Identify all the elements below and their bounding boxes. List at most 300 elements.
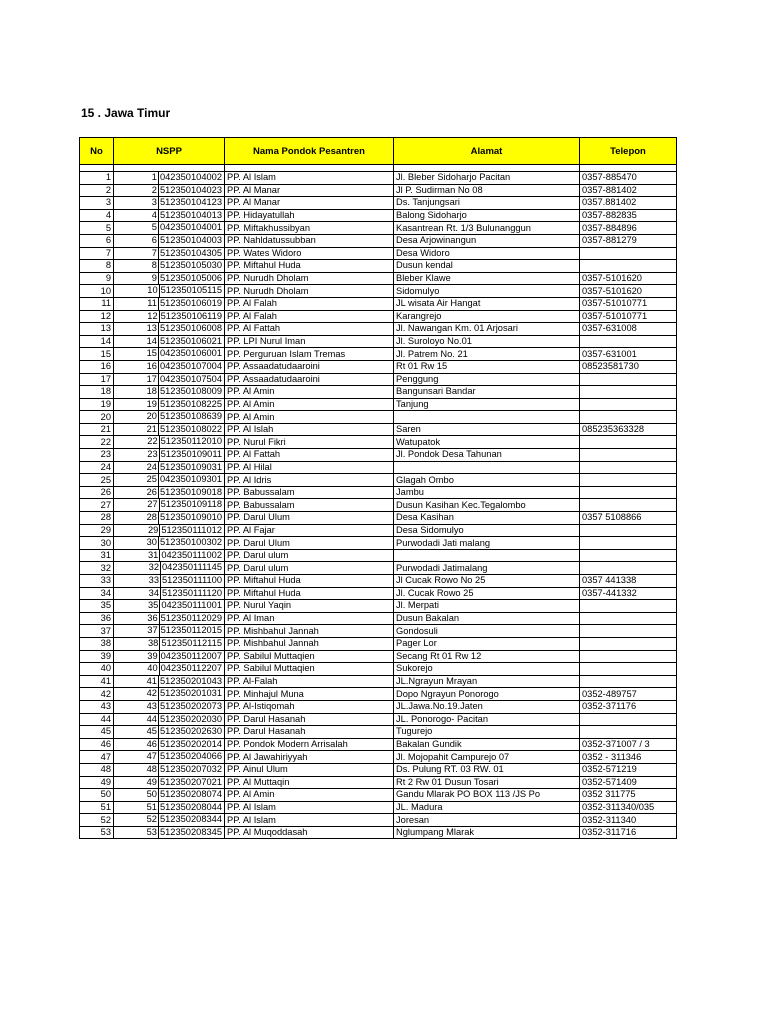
cell-alamat: Jl P. Sudirman No 08	[394, 184, 580, 197]
cell-nspp	[114, 600, 225, 613]
cell-no-inner: 8	[116, 260, 159, 272]
cell-nspp-value: 042350111145	[162, 562, 222, 573]
cell-nama: PP. Al Iman	[225, 612, 394, 625]
cell-nspp	[114, 348, 225, 361]
cell-alamat: JL. Madura	[394, 801, 580, 814]
cell-telepon	[580, 449, 677, 462]
table-row	[80, 285, 677, 298]
cell-no: 30	[80, 537, 114, 550]
cell-alamat: Jl. Bleber Sidoharjo Pacitan	[394, 172, 580, 185]
cell-no-inner: 41	[116, 676, 159, 688]
cell-nspp	[114, 499, 225, 512]
cell-alamat: Watupatok	[394, 436, 580, 449]
cell-telepon	[580, 549, 677, 562]
cell-nspp-value: 042350109301	[159, 474, 222, 485]
cell-nspp	[114, 637, 225, 650]
cell-no: 25	[80, 474, 114, 487]
page-title: 15 . Jawa Timur	[81, 106, 171, 120]
cell-nspp	[114, 247, 225, 260]
table-row	[80, 373, 677, 386]
table-row	[80, 184, 677, 197]
cell-nama: PP. Nurul Yaqin	[225, 600, 394, 613]
cell-nama: PP. Miftahul Huda	[225, 260, 394, 273]
cell-telepon	[580, 713, 677, 726]
cell-nspp	[114, 663, 225, 676]
table-row	[80, 776, 677, 789]
cell-alamat: Sukorejo	[394, 663, 580, 676]
table-row	[80, 537, 677, 550]
cell-telepon: 0357-884896	[580, 222, 677, 235]
table-row	[80, 474, 677, 487]
cell-nspp-value: 042350111002	[161, 549, 222, 560]
cell-no-inner: 49	[116, 777, 159, 789]
cell-nama: PP. Sabilul Muttaqien	[225, 650, 394, 663]
cell-telepon: 0352-371176	[580, 700, 677, 713]
cell-nspp	[114, 436, 225, 449]
cell-no-inner: 52	[116, 814, 159, 826]
cell-no-inner: 31	[116, 550, 160, 562]
cell-telepon	[580, 537, 677, 550]
cell-nspp	[114, 411, 225, 424]
cell-no-inner: 43	[116, 701, 159, 713]
cell-telepon	[580, 474, 677, 487]
table-row	[80, 411, 677, 424]
cell-no: 15	[80, 348, 114, 361]
cell-nspp-value: 512350201031	[159, 688, 222, 699]
cell-nspp-value: 512350208344	[159, 814, 222, 825]
table-row	[80, 398, 677, 411]
cell-alamat: JL.Jawa.No.19.Jaten	[394, 700, 580, 713]
cell-alamat: Desa Sidomulyo	[394, 524, 580, 537]
cell-nama: PP. Al Islam	[225, 814, 394, 827]
cell-nama: PP. Al Falah	[225, 310, 394, 323]
cell-nspp	[114, 373, 225, 386]
cell-no: 26	[80, 486, 114, 499]
cell-alamat: Jl. Pondok Desa Tahunan	[394, 449, 580, 462]
cell-telepon	[580, 675, 677, 688]
cell-no-inner: 11	[116, 298, 159, 310]
cell-nspp-value: 512350202630	[159, 726, 222, 737]
cell-nama: PP. Assaadatudaaroini	[225, 373, 394, 386]
cell-telepon: 0352-571409	[580, 776, 677, 789]
table-row	[80, 486, 677, 499]
cell-alamat: Gondosuli	[394, 625, 580, 638]
cell-no-inner: 26	[116, 487, 159, 499]
cell-alamat: Jl. Nawangan Km. 01 Arjosari	[394, 323, 580, 336]
cell-alamat: Karangrejo	[394, 310, 580, 323]
cell-alamat: Dusun kendal	[394, 260, 580, 273]
cell-nspp-value: 042350107504	[159, 373, 222, 384]
cell-no: 2	[80, 184, 114, 197]
cell-no: 27	[80, 499, 114, 512]
cell-alamat: Joresan	[394, 814, 580, 827]
table-spacer-row	[80, 165, 677, 172]
cell-alamat: Dusun Kasihan Kec.Tegalombo	[394, 499, 580, 512]
table-row	[80, 637, 677, 650]
cell-nspp	[114, 184, 225, 197]
cell-nama: PP. Al Islam	[225, 172, 394, 185]
cell-no: 34	[80, 587, 114, 600]
cell-nspp-value: 042350111001	[161, 600, 222, 611]
cell-nama: PP. Darul ulum	[225, 549, 394, 562]
cell-nama: PP. LPI Nurul Iman	[225, 335, 394, 348]
cell-nspp-value: 512350108639	[159, 411, 222, 422]
cell-no: 38	[80, 637, 114, 650]
header-alamat: Alamat	[394, 138, 580, 165]
table-row	[80, 197, 677, 210]
cell-nspp-value: 512350207032	[159, 763, 222, 774]
table-row	[80, 826, 677, 839]
cell-nama: PP. Al Fajar	[225, 524, 394, 537]
cell-nspp-value: 512350106008	[159, 323, 222, 334]
cell-nspp-value: 042350104001	[159, 222, 222, 233]
cell-no: 39	[80, 650, 114, 663]
cell-nspp-value: 512350201043	[159, 675, 222, 686]
cell-no-inner: 38	[116, 638, 160, 650]
cell-no: 13	[80, 323, 114, 336]
table-header-row	[80, 138, 677, 165]
cell-telepon	[580, 461, 677, 474]
cell-telepon: 0357-885470	[580, 172, 677, 185]
cell-nama: PP. Al Amin	[225, 789, 394, 802]
cell-nspp	[114, 726, 225, 739]
table-row	[80, 222, 677, 235]
cell-nspp	[114, 222, 225, 235]
cell-no: 5	[80, 222, 114, 235]
cell-no: 24	[80, 461, 114, 474]
cell-nama: PP. Darul Ulum	[225, 512, 394, 525]
cell-nspp-value: 512350109118	[160, 499, 222, 510]
cell-telepon	[580, 373, 677, 386]
cell-no-inner: 40	[116, 663, 160, 675]
cell-no-inner: 28	[116, 512, 159, 524]
cell-no-inner: 48	[116, 764, 159, 776]
cell-nspp-value: 512350104003	[159, 234, 222, 245]
cell-no: 12	[80, 310, 114, 323]
cell-nama: PP. Darul Hasanah	[225, 713, 394, 726]
table-row	[80, 335, 677, 348]
cell-nspp	[114, 612, 225, 625]
cell-nama: PP. Wates Widoro	[225, 247, 394, 260]
cell-nama: PP. Darul ulum	[225, 562, 394, 575]
table-row	[80, 360, 677, 373]
cell-no-inner: 53	[116, 827, 159, 839]
cell-nama: PP. Minhajul Muna	[225, 688, 394, 701]
table-row	[80, 386, 677, 399]
cell-nspp-value: 512350111012	[161, 524, 222, 535]
table-row	[80, 663, 677, 676]
cell-alamat: Dusun Bakalan	[394, 612, 580, 625]
cell-no: 47	[80, 751, 114, 764]
cell-nama: PP. Al Fattah	[225, 323, 394, 336]
table-row	[80, 549, 677, 562]
cell-telepon	[580, 637, 677, 650]
cell-no-inner: 1	[116, 172, 159, 184]
cell-nama: PP. Al Falah	[225, 297, 394, 310]
cell-no-inner: 25	[116, 474, 159, 486]
cell-nama: PP. Al Amin	[225, 386, 394, 399]
cell-no-inner: 23	[116, 449, 160, 461]
cell-no-inner: 42	[116, 688, 159, 700]
cell-alamat: Purwodadi Jatimalang	[394, 562, 580, 575]
table-row	[80, 260, 677, 273]
cell-nama: PP. Babussalam	[225, 486, 394, 499]
cell-nama: PP. Sabilul Muttaqien	[225, 663, 394, 676]
cell-nama: PP. Darul Ulum	[225, 537, 394, 550]
cell-nspp	[114, 297, 225, 310]
cell-alamat: Jl. Patrem No. 21	[394, 348, 580, 361]
cell-no-inner: 15	[116, 348, 159, 360]
cell-alamat: Rt 01 Rw 15	[394, 360, 580, 373]
cell-nspp-value: 512350106021	[159, 335, 222, 346]
cell-nspp	[114, 512, 225, 525]
cell-nspp-value: 512350106119	[160, 310, 222, 321]
header-telepon: Telepon	[580, 138, 677, 165]
cell-nspp-value: 512350202030	[159, 713, 222, 724]
cell-no: 16	[80, 360, 114, 373]
cell-no: 6	[80, 234, 114, 247]
cell-nama: PP. Mishbahul Jannah	[225, 637, 394, 650]
cell-nspp-value: 512350109011	[160, 449, 222, 460]
cell-nspp	[114, 285, 225, 298]
cell-no-inner: 4	[116, 210, 159, 222]
cell-nspp-value: 512350208044	[159, 801, 222, 812]
cell-no: 22	[80, 436, 114, 449]
cell-no-inner: 35	[116, 600, 160, 612]
cell-telepon: 08523581730	[580, 360, 677, 373]
cell-nspp-value: 512350112029	[160, 612, 222, 623]
cell-nspp	[114, 209, 225, 222]
cell-no: 7	[80, 247, 114, 260]
cell-nspp	[114, 323, 225, 336]
cell-nspp-value: 512350111100	[162, 575, 222, 585]
cell-nama: PP. Al Manar	[225, 197, 394, 210]
cell-nspp-value: 512350106019	[159, 297, 222, 308]
cell-nspp-value: 512350104305	[159, 247, 222, 258]
cell-telepon	[580, 600, 677, 613]
cell-alamat: Pager Lor	[394, 637, 580, 650]
cell-nspp-value: 042350112207	[160, 663, 222, 674]
cell-no-inner: 29	[116, 525, 160, 537]
cell-nspp	[114, 688, 225, 701]
cell-no-inner: 50	[116, 789, 159, 801]
cell-nama: PP. Al Muqoddasah	[225, 826, 394, 839]
cell-no-inner: 39	[116, 651, 160, 663]
cell-nama: PP. Assaadatudaaroini	[225, 360, 394, 373]
cell-nspp	[114, 486, 225, 499]
cell-telepon: 0352 - 311346	[580, 751, 677, 764]
cell-no-inner: 9	[116, 273, 159, 285]
cell-nspp-value: 512350111120	[162, 587, 222, 598]
cell-nama: PP. Al Idris	[225, 474, 394, 487]
cell-no-inner: 37	[116, 625, 160, 637]
table-row	[80, 751, 677, 764]
cell-nspp	[114, 197, 225, 210]
table-row	[80, 297, 677, 310]
cell-no-inner: 20	[116, 411, 159, 423]
cell-no-inner: 30	[116, 537, 159, 549]
cell-nspp	[114, 776, 225, 789]
cell-alamat: Ds. Tanjungsari	[394, 197, 580, 210]
table-row	[80, 524, 677, 537]
cell-no-inner: 46	[116, 739, 159, 751]
cell-alamat: JL.Ngrayun Mrayan	[394, 675, 580, 688]
cell-telepon: 0352-311340	[580, 814, 677, 827]
cell-no: 50	[80, 789, 114, 802]
cell-no: 21	[80, 423, 114, 436]
cell-alamat: Saren	[394, 423, 580, 436]
cell-no: 31	[80, 549, 114, 562]
table-row	[80, 449, 677, 462]
cell-nspp-value: 512350105006	[159, 272, 222, 283]
cell-telepon: 0357-631001	[580, 348, 677, 361]
cell-no-inner: 3	[116, 197, 159, 209]
cell-nama: PP. Al Fattah	[225, 449, 394, 462]
cell-nama: PP. Pondok Modern Arrisalah	[225, 738, 394, 751]
cell-telepon: 0357-51010771	[580, 297, 677, 310]
cell-nspp	[114, 826, 225, 839]
cell-nspp	[114, 575, 225, 588]
cell-no: 49	[80, 776, 114, 789]
cell-telepon: 0352-571219	[580, 763, 677, 776]
cell-no: 33	[80, 575, 114, 588]
cell-nama: PP. Ainul Ulum	[225, 763, 394, 776]
cell-alamat	[394, 549, 580, 562]
cell-telepon: 0357-881402	[580, 184, 677, 197]
table-row	[80, 726, 677, 739]
cell-no-inner: 5	[116, 222, 159, 234]
cell-telepon: 0357-5101620	[580, 272, 677, 285]
cell-nspp-value: 512350104123	[159, 197, 222, 208]
table-row	[80, 247, 677, 260]
cell-nspp	[114, 650, 225, 663]
cell-nama: PP. Al Jawahiriyyah	[225, 751, 394, 764]
cell-telepon	[580, 386, 677, 399]
cell-nama: PP. Babussalam	[225, 499, 394, 512]
cell-no-inner: 27	[116, 499, 160, 511]
cell-telepon: 0357-882835	[580, 209, 677, 222]
cell-nspp-value: 042350106001	[159, 348, 222, 359]
table-row	[80, 789, 677, 802]
cell-nama: PP. Mishbahul Jannah	[225, 625, 394, 638]
cell-telepon	[580, 398, 677, 411]
cell-nspp-value: 512350108022	[159, 423, 222, 434]
table-row	[80, 738, 677, 751]
table-row	[80, 700, 677, 713]
cell-nama: PP. Al Islam	[225, 801, 394, 814]
cell-nama: PP. Hidayatullah	[225, 209, 394, 222]
table-row	[80, 499, 677, 512]
cell-alamat: Jl Cucak Rowo No 25	[394, 575, 580, 588]
cell-nama: PP. Al Muttaqin	[225, 776, 394, 789]
cell-no-inner: 6	[116, 235, 159, 247]
cell-alamat: Dopo Ngrayun Ponorogo	[394, 688, 580, 701]
cell-telepon	[580, 411, 677, 424]
cell-no: 36	[80, 612, 114, 625]
cell-alamat: Bakalan Gundik	[394, 738, 580, 751]
cell-nspp	[114, 549, 225, 562]
cell-telepon: 0352-489757	[580, 688, 677, 701]
cell-nama: PP. Miftahul Huda	[225, 575, 394, 588]
table-row	[80, 600, 677, 613]
cell-no: 42	[80, 688, 114, 701]
cell-alamat: Kasantrean Rt. 1/3 Bulunanggun	[394, 222, 580, 235]
cell-nspp	[114, 172, 225, 185]
cell-nspp	[114, 738, 225, 751]
cell-nspp-value: 512350104013	[159, 209, 222, 220]
cell-no-inner: 44	[116, 714, 159, 726]
cell-no: 46	[80, 738, 114, 751]
table-row	[80, 423, 677, 436]
cell-nspp	[114, 751, 225, 764]
cell-telepon: 0352-311340/035	[580, 801, 677, 814]
cell-nama: PP. Al Islah	[225, 423, 394, 436]
cell-nspp-value: 512350207021	[159, 776, 222, 787]
cell-alamat: Jambu	[394, 486, 580, 499]
cell-telepon	[580, 486, 677, 499]
table-row	[80, 234, 677, 247]
cell-no-inner: 12	[116, 311, 160, 323]
cell-nspp	[114, 700, 225, 713]
cell-nama: PP. Nurul Fikri	[225, 436, 394, 449]
cell-nspp-value: 512350109018	[159, 486, 222, 497]
cell-telepon	[580, 726, 677, 739]
cell-no: 18	[80, 386, 114, 399]
cell-telepon	[580, 436, 677, 449]
cell-no: 41	[80, 675, 114, 688]
header-no: No	[80, 138, 114, 165]
cell-alamat: Desa Arjowinangun	[394, 234, 580, 247]
cell-no: 52	[80, 814, 114, 827]
cell-alamat: Ds. Pulung RT. 03 RW. 01	[394, 763, 580, 776]
cell-nama: PP. Al-Istiqomah	[225, 700, 394, 713]
table-body	[80, 165, 677, 839]
table-row	[80, 562, 677, 575]
cell-no-inner: 10	[116, 285, 160, 297]
cell-nspp	[114, 423, 225, 436]
cell-nama: PP. Al Amin	[225, 398, 394, 411]
cell-nspp	[114, 587, 225, 600]
cell-nspp	[114, 386, 225, 399]
cell-nspp	[114, 360, 225, 373]
table-row	[80, 650, 677, 663]
cell-nama: PP. Al Amin	[225, 411, 394, 424]
cell-no: 23	[80, 449, 114, 462]
cell-no-inner: 2	[116, 185, 159, 197]
table-row	[80, 172, 677, 185]
cell-nspp-value: 512350208074	[159, 789, 222, 800]
cell-no: 9	[80, 272, 114, 285]
cell-nspp-value: 512350104023	[159, 184, 222, 195]
cell-no: 11	[80, 297, 114, 310]
cell-no: 4	[80, 209, 114, 222]
cell-no: 45	[80, 726, 114, 739]
cell-telepon: 0357 5108866	[580, 512, 677, 525]
table-row	[80, 814, 677, 827]
cell-nama: PP. Miftakhussibyan	[225, 222, 394, 235]
cell-no: 1	[80, 172, 114, 185]
cell-telepon: 0357-631008	[580, 323, 677, 336]
cell-no: 10	[80, 285, 114, 298]
cell-alamat: Sidomulyo	[394, 285, 580, 298]
cell-alamat: Jl. Suroloyo No.01	[394, 335, 580, 348]
cell-nspp	[114, 234, 225, 247]
pesantren-table	[79, 137, 677, 839]
cell-no-inner: 17	[116, 374, 159, 386]
table-row	[80, 625, 677, 638]
cell-nspp	[114, 272, 225, 285]
cell-nspp-value: 512350105115	[160, 285, 222, 296]
